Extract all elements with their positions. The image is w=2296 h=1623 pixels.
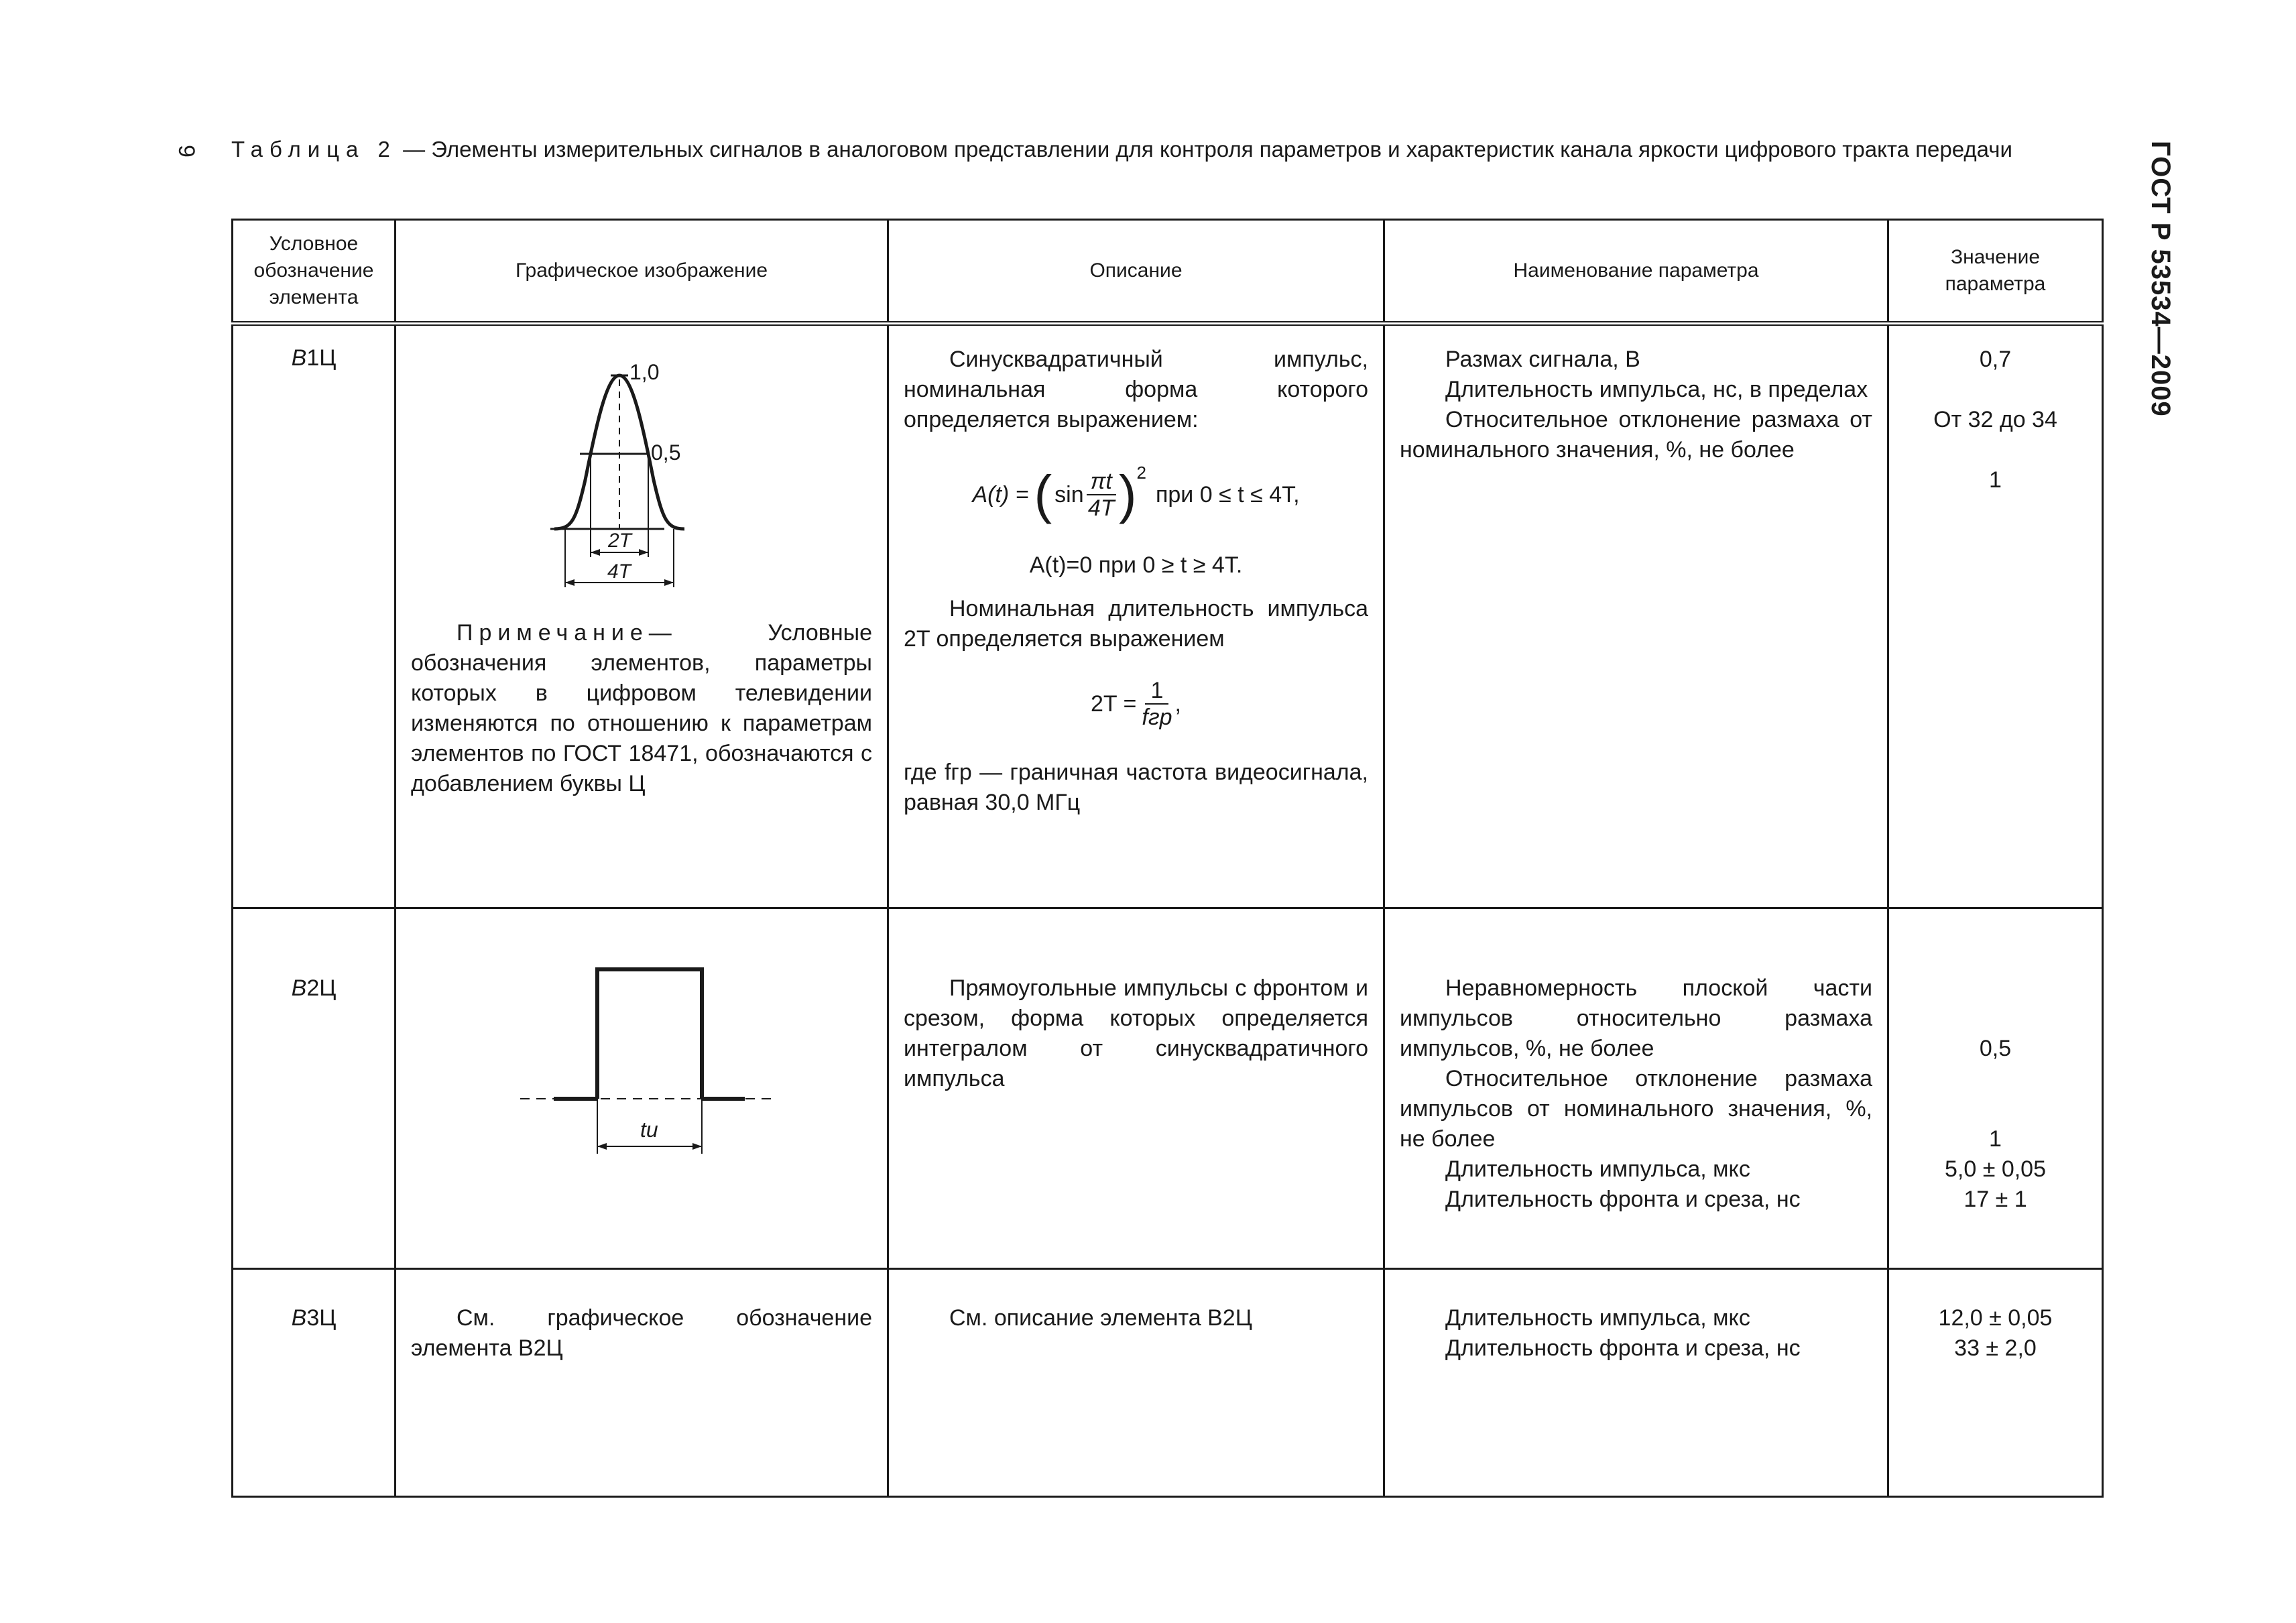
description-rect-pulse: Прямоугольные импульсы с фронтом и срезом, форма которых определяется интегралом от синусквадратичного импульса <box>904 975 1368 1091</box>
table-caption <box>231 134 2105 165</box>
param-value: 12,0 ± 0,05 <box>1938 1305 2053 1331</box>
table-row <box>233 324 2103 908</box>
graphic-reference: См. графическое обозначение элемента B2Ц <box>411 1305 872 1361</box>
sine-squared-pulse-diagram <box>396 326 889 614</box>
param-value: 0,5 <box>1979 1036 2012 1061</box>
description-cell <box>888 908 1384 1269</box>
code-cell <box>233 908 396 1269</box>
description-cell <box>888 324 1384 908</box>
param-name: Длительность импульса, мкс <box>1445 1305 1750 1331</box>
formula1-denominator: 4T <box>1087 495 1115 521</box>
parameter-name-cell <box>1384 908 1888 1269</box>
param-name: Длительность импульса, нс, в пределах <box>1445 377 1868 402</box>
label-peak: 1,0 <box>629 360 660 384</box>
param-name: Относительное отклонение размаха импульсов от номинального значения, %, не более <box>1400 1066 1872 1152</box>
arrow-2t-right <box>639 549 648 556</box>
caption-text: — Элементы измерительных сигналов в аналоговом представлении для контроля параметров и характеристик канала яркости цифрового тракта передачи <box>396 137 2012 162</box>
label-4t: 4T <box>607 560 631 583</box>
header-parameter-name: Наименование параметра <box>1384 220 1888 324</box>
parameter-name-cell <box>1384 324 1888 908</box>
param-name: Неравномерность плоской части импульсов относительно размаха импульсов, %, не более <box>1400 975 1872 1061</box>
formula3-tail: , <box>1174 690 1181 717</box>
param-name: Длительность импульса, мкс <box>1445 1156 1750 1182</box>
param-value: 17 ± 1 <box>1963 1187 2027 1212</box>
formula1-paren-open: ( <box>1034 465 1052 524</box>
formula1-sin: sin <box>1054 481 1084 507</box>
graphic-cell <box>396 1269 888 1497</box>
table-row <box>233 1269 2103 1497</box>
description-cell <box>888 1269 1384 1497</box>
parameter-value-cell <box>1888 908 2103 1269</box>
description-intro: Синусквадратичный импульс, номинальная форма которого определяется выражением: <box>904 347 1368 432</box>
graphic-cell <box>396 908 888 1269</box>
description-reference: См. описание элемента B2Ц <box>949 1305 1252 1331</box>
formula3-numerator: 1 <box>1145 678 1168 705</box>
note-text: — Условные обозначения элементов, параметры которых в цифровом телевидении изменяются по отношению к параметрам элементов по ГОСТ 18471, обозначаются с добавлением буквы Ц <box>411 620 872 796</box>
code-rest: 3Ц <box>306 1305 337 1331</box>
code-rest: 1Ц <box>306 345 337 371</box>
parameter-value-cell <box>1888 1269 2103 1497</box>
signals-table <box>231 219 2104 1498</box>
formula3-denominator: fгр <box>1142 705 1172 730</box>
code-rest: 2Ц <box>306 975 337 1001</box>
code-cell <box>233 1269 396 1497</box>
formula-zero: A(t)=0 при 0 ≥ t ≥ 4T. <box>1029 552 1243 578</box>
document-id: ГОСТ Р 53534—2009 <box>2146 141 2175 417</box>
formula1-fraction <box>1087 469 1116 521</box>
table-header-row <box>233 220 2103 324</box>
param-value: 1 <box>1989 467 2002 493</box>
parameter-value-cell <box>1888 324 2103 908</box>
param-value: 1 <box>1989 1126 2002 1152</box>
description-fgr: где fгр — граничная частота видеосигнала, равная 30,0 МГц <box>904 760 1368 815</box>
param-value: 0,7 <box>1979 347 2012 372</box>
formula-sine-squared <box>904 444 1368 545</box>
table-row <box>233 908 2103 1269</box>
arrow-2t-left <box>591 549 600 556</box>
header-parameter-value: Значение параметра <box>1888 220 2103 324</box>
code-letter: B <box>291 1305 307 1331</box>
param-value: 5,0 ± 0,05 <box>1945 1156 2046 1182</box>
header-description: Описание <box>888 220 1384 324</box>
formula1-condition: при 0 ≤ t ≤ 4T, <box>1155 481 1300 507</box>
param-value: От 32 до 34 <box>1933 407 2057 432</box>
arrow-4t-right <box>664 579 674 586</box>
label-2t: 2T <box>608 530 632 552</box>
param-name: Размах сигнала, В <box>1445 347 1640 372</box>
code-letter: B <box>291 345 307 371</box>
pulse-outline <box>597 969 702 1099</box>
formula1-lhs: A(t) = <box>972 481 1029 507</box>
code-cell <box>233 324 396 908</box>
arrow-ti-right <box>692 1143 702 1150</box>
graphic-cell <box>396 324 888 908</box>
formula1-numerator: πt <box>1087 469 1116 495</box>
param-name: Длительность фронта и среза, нс <box>1445 1187 1801 1212</box>
arrow-4t-left <box>565 579 575 586</box>
description-nominal: Номинальная длительность импульса 2T определяется выражением <box>904 596 1368 652</box>
note-label: Примечание <box>457 620 649 646</box>
caption-label: Таблица 2 <box>231 137 397 162</box>
formula3-lhs: 2T = <box>1091 690 1137 717</box>
label-half: 0,5 <box>651 440 681 465</box>
formula1-paren-close: ) <box>1118 465 1137 524</box>
page-number: 9 <box>173 145 199 158</box>
formula-2t <box>904 664 1368 744</box>
label-ti: tи <box>640 1118 658 1142</box>
formula1-exponent: 2 <box>1136 463 1146 483</box>
param-name: Длительность фронта и среза, нс <box>1445 1335 1801 1361</box>
arrow-ti-left <box>597 1143 607 1150</box>
param-value: 33 ± 2,0 <box>1954 1335 2037 1361</box>
graphic-note <box>396 614 887 799</box>
header-code: Условное обозначение элемента <box>233 220 396 324</box>
code-letter: B <box>291 975 307 1001</box>
header-graphic: Графическое изображение <box>396 220 888 324</box>
rectangular-pulse-diagram <box>396 909 889 1177</box>
formula3-fraction <box>1142 678 1172 730</box>
parameter-name-cell <box>1384 1269 1888 1497</box>
param-name: Относительное отклонение размаха от номинального значения, %, не более <box>1400 407 1872 463</box>
